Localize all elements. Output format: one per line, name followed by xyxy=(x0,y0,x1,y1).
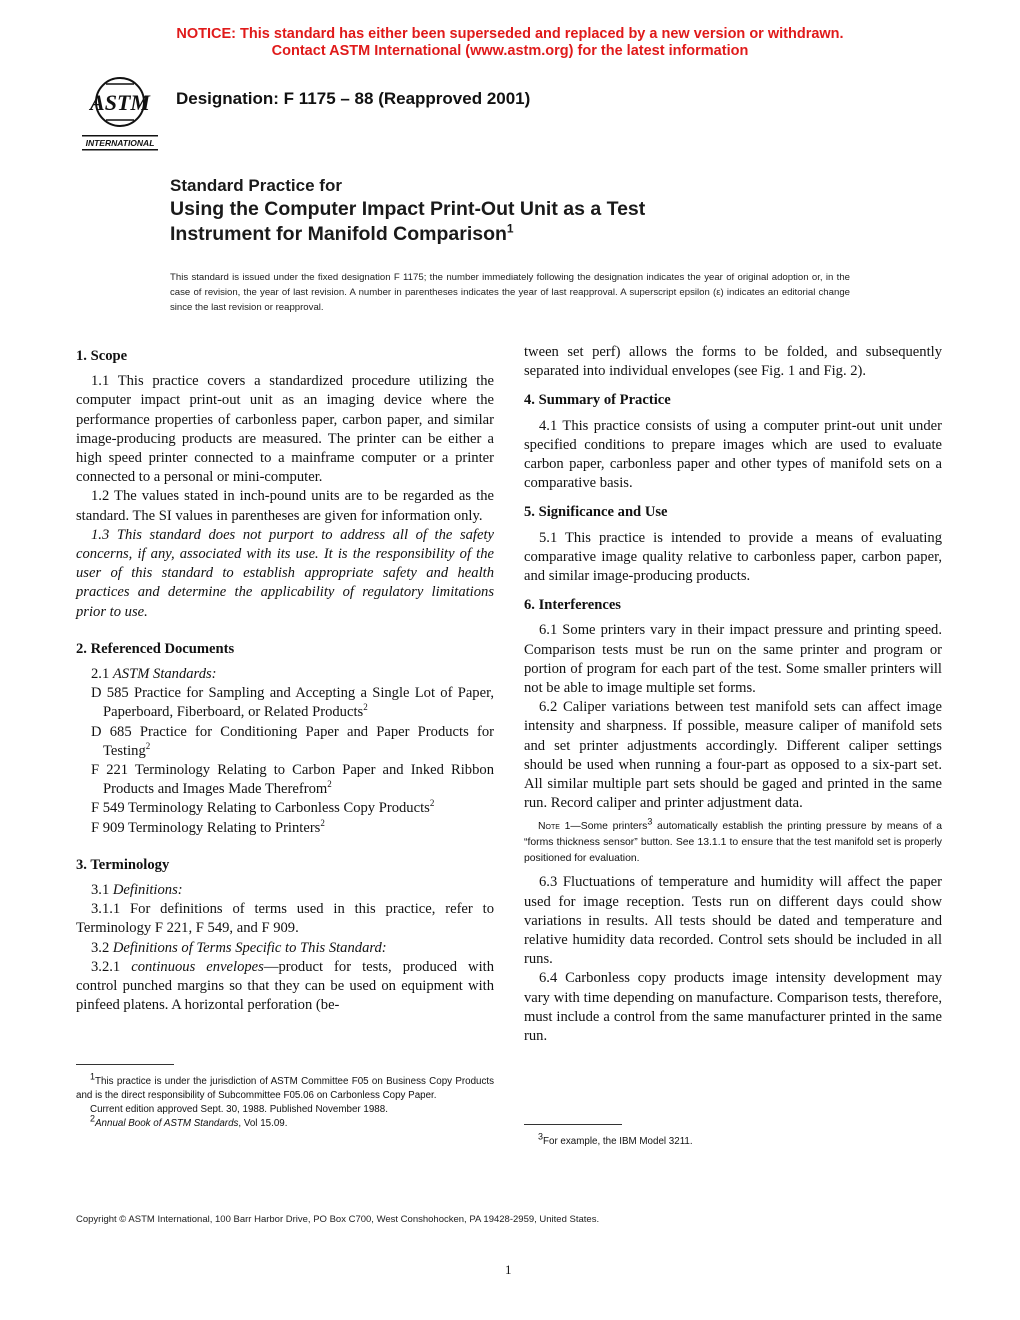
section-3-1-1: 3.1.1 For definitions of terms used in this practice, refer to Terminology F 221, F 549, and F 909. xyxy=(76,901,494,937)
reference-text: F 549 Terminology Relating to Carbonless Copy Products xyxy=(91,800,430,817)
note-1-text-b: automatically establish the printing pressure by means of a “forms thickness sensor” button. See 13.1.1 to ensure that the test manifold set is properly positioned for evaluation. xyxy=(524,821,943,865)
reference-f909 xyxy=(76,819,494,838)
footnote-1-edition: Current edition approved Sept. 30, 1988. Published November 1988. xyxy=(90,1104,388,1115)
section-3-1 xyxy=(76,881,494,900)
section-5-1: 5.1 This practice is intended to provide a means of evaluating comparative image quality relative to carbonless paper, carbon paper, and similar image-producing products. xyxy=(524,529,942,585)
notice-line-1: NOTICE: This standard has either been superseded and replaced by a new version or withdrawn. xyxy=(176,26,844,42)
section-3-2-1-number: 3.2.1 xyxy=(91,958,132,975)
definition-text: —product for tests, produced with control punched margins so that they can be used on equipment with pinfeed platens. A horizontal perforation (be- xyxy=(76,958,494,1014)
spacer xyxy=(76,838,494,850)
notice-line-2: Contact ASTM International (www.astm.org) for the latest information xyxy=(271,43,749,59)
section-3-2-1-continued: tween set perf) allows the forms to be folded, and subsequently separated into individual envelopes (see Fig. 1 and Fig. 2). xyxy=(524,344,942,380)
section-3-2 xyxy=(76,939,494,958)
logo-subtitle: INTERNATIONAL xyxy=(85,138,155,148)
section-3-2-number: 3.2 xyxy=(91,939,113,956)
section-2-heading: 2. Referenced Documents xyxy=(76,640,235,657)
reference-footnote-ref: 2 xyxy=(320,817,325,828)
spacer xyxy=(524,586,942,590)
note-1-label: Note 1 xyxy=(538,821,571,833)
footnote-2-marker: 2 xyxy=(90,1113,96,1124)
astm-logo xyxy=(78,72,162,152)
document-title xyxy=(170,175,645,247)
reference-footnote-ref: 2 xyxy=(145,741,151,751)
section-6-4: 6.4 Carbonless copy products image intensity development may vary with time depending on manufacture. Comparison tests, therefore, must include a control from the same manufacturer printed in the same run. xyxy=(524,970,942,1045)
spacer xyxy=(524,381,942,385)
reference-text: F 909 Terminology Relating to Printers xyxy=(91,819,321,836)
spacer xyxy=(76,622,494,634)
issuance-statement: This standard is issued under the fixed designation F 1175; the number immediately following the designation indicates the year of original adoption or, in the case of revision, the year of last revision. A number in parentheses indicates the year of last reapproval. A superscript epsilon (ε) indicates an editorial change since the last revision or reapproval. xyxy=(170,272,850,313)
reference-text: F 221 Terminology Relating to Carbon Paper and Inked Ribbon Products and Images Made Therefrom xyxy=(91,762,494,798)
left-column xyxy=(76,343,494,1016)
designation: Designation: F 1175 – 88 (Reapproved 2001) xyxy=(176,89,531,108)
reference-f549 xyxy=(76,799,494,818)
section-3-1-title: Definitions: xyxy=(112,882,183,899)
footnotes-right xyxy=(524,1131,942,1149)
section-1-1: 1.1 This practice covers a standardized procedure utilizing the computer impact print-out unit as an imaging device where the performance properties of carbonless paper, carbon paper, and similar image-producing products are measured. The printer can be either a high speed printer connected to a mainframe computer or a printer connected to a personal or mini-computer. xyxy=(76,373,494,486)
reference-footnote-ref: 2 xyxy=(327,779,332,790)
section-4-heading: 4. Summary of Practice xyxy=(524,392,671,409)
reference-text: D 585 Practice for Sampling and Accepting a Single Lot of Paper, Paperboard, Fiberboard, or Related Products xyxy=(91,685,494,721)
section-1-heading: 1. Scope xyxy=(76,348,128,364)
section-2-1-number: 2.1 xyxy=(91,666,113,683)
section-6-1: 6.1 Some printers vary in their impact pressure and printing speed. Comparison tests must be run on the same printer and program or portion of program for each part of the test. Some smaller printers will not be able to image multiple set forms. xyxy=(524,622,942,697)
section-5-heading: 5. Significance and Use xyxy=(524,504,668,521)
footnote-3-text: For example, the IBM Model 3211. xyxy=(543,1136,693,1147)
logo-letters: ASTM xyxy=(90,90,150,115)
footnote-rule-left xyxy=(76,1064,174,1065)
section-6-3: 6.3 Fluctuations of temperature and humidity will affect the paper used for image reception. Tests run on different days could show variations in results. All tests should be dated and temperature and relative humidity data recorded. Control sets should be included in all runs. xyxy=(524,874,942,968)
reference-footnote-ref: 2 xyxy=(429,798,435,809)
title-prefix: Standard Practice for xyxy=(170,176,342,195)
spacer xyxy=(524,493,942,497)
footnote-2-text: , Vol 15.09. xyxy=(238,1118,288,1129)
footnote-3 xyxy=(524,1131,942,1149)
reference-d585 xyxy=(76,684,494,722)
section-1-2: 1.2 The values stated in inch-pound units are to be regarded as the standard. The SI values in parentheses are given for information only. xyxy=(76,488,494,524)
section-1-3: 1.3 This standard does not purport to address all of the safety concerns, if any, associated with its use. It is the responsibility of the user of this standard to establish appropriate safety and health practices and determine the applicability of regulatory limitations prior to use. xyxy=(76,526,494,620)
note-1-text-a: —Some printers xyxy=(570,821,648,833)
footnote-3-marker: 3 xyxy=(538,1131,544,1142)
defined-term: continuous envelopes xyxy=(131,958,264,975)
footnote-rule-right xyxy=(524,1124,622,1125)
section-4-1: 4.1 This practice consists of using a computer print-out unit under specified conditions to prepare images which are used to evaluate carbon paper, carbonless paper and other types of manifold sets on a comparative basis. xyxy=(524,417,942,492)
footnote-2-title: Annual Book of ASTM Standards xyxy=(95,1118,239,1129)
section-3-2-title: Definitions of Terms Specific to This Standard: xyxy=(112,939,387,956)
footnote-2 xyxy=(76,1113,494,1131)
footnote-1-text: This practice is under the jurisdiction of ASTM Committee F05 on Business Copy Products and is the direct responsibility of Subcommittee F05.06 on Carbonless Copy Paper. xyxy=(76,1076,494,1101)
section-6-heading: 6. Interferences xyxy=(524,597,621,614)
section-2-1 xyxy=(76,665,494,684)
page-number: 1 xyxy=(505,1262,512,1277)
section-6-2: 6.2 Caliper variations between test manifold sets can affect image intensity and sharpness. If possible, measure caliper of manifold sets and set printer adjustments accordingly. Different caliper settings should be used when running a four-part as opposed to a six-part set. All similar multiple part sets should be gaged and printed in the same run. Record caliper and printer adjustment data. xyxy=(524,699,942,812)
right-column xyxy=(524,343,942,1046)
footnotes-left xyxy=(76,1071,494,1131)
section-3-1-number: 3.1 xyxy=(91,882,113,899)
copyright-line: Copyright © ASTM International, 100 Barr Harbor Drive, PO Box C700, West Conshohocken, PA 19428-2959, United States. xyxy=(76,1214,600,1225)
title-footnote-ref: 1 xyxy=(506,221,514,236)
footnote-1 xyxy=(76,1071,494,1103)
note-1 xyxy=(524,819,942,867)
reference-footnote-ref: 2 xyxy=(363,702,368,713)
reference-d685 xyxy=(76,723,494,761)
section-3-heading: 3. Terminology xyxy=(76,856,170,873)
title-line-2-text: Instrument for Manifold Comparison xyxy=(170,223,507,245)
title-line-1: Using the Computer Impact Print-Out Unit as a Test xyxy=(170,198,646,220)
section-3-2-1 xyxy=(76,958,494,1016)
section-2-1-title: ASTM Standards: xyxy=(112,666,217,683)
reference-text: D 685 Practice for Conditioning Paper and Paper Products for Testing xyxy=(91,723,494,759)
withdrawal-notice xyxy=(0,26,1020,60)
footnote-1-marker: 1 xyxy=(90,1071,96,1082)
reference-f221 xyxy=(76,761,494,799)
title-line-2 xyxy=(170,222,645,247)
note-1-footnote-ref: 3 xyxy=(647,817,653,827)
